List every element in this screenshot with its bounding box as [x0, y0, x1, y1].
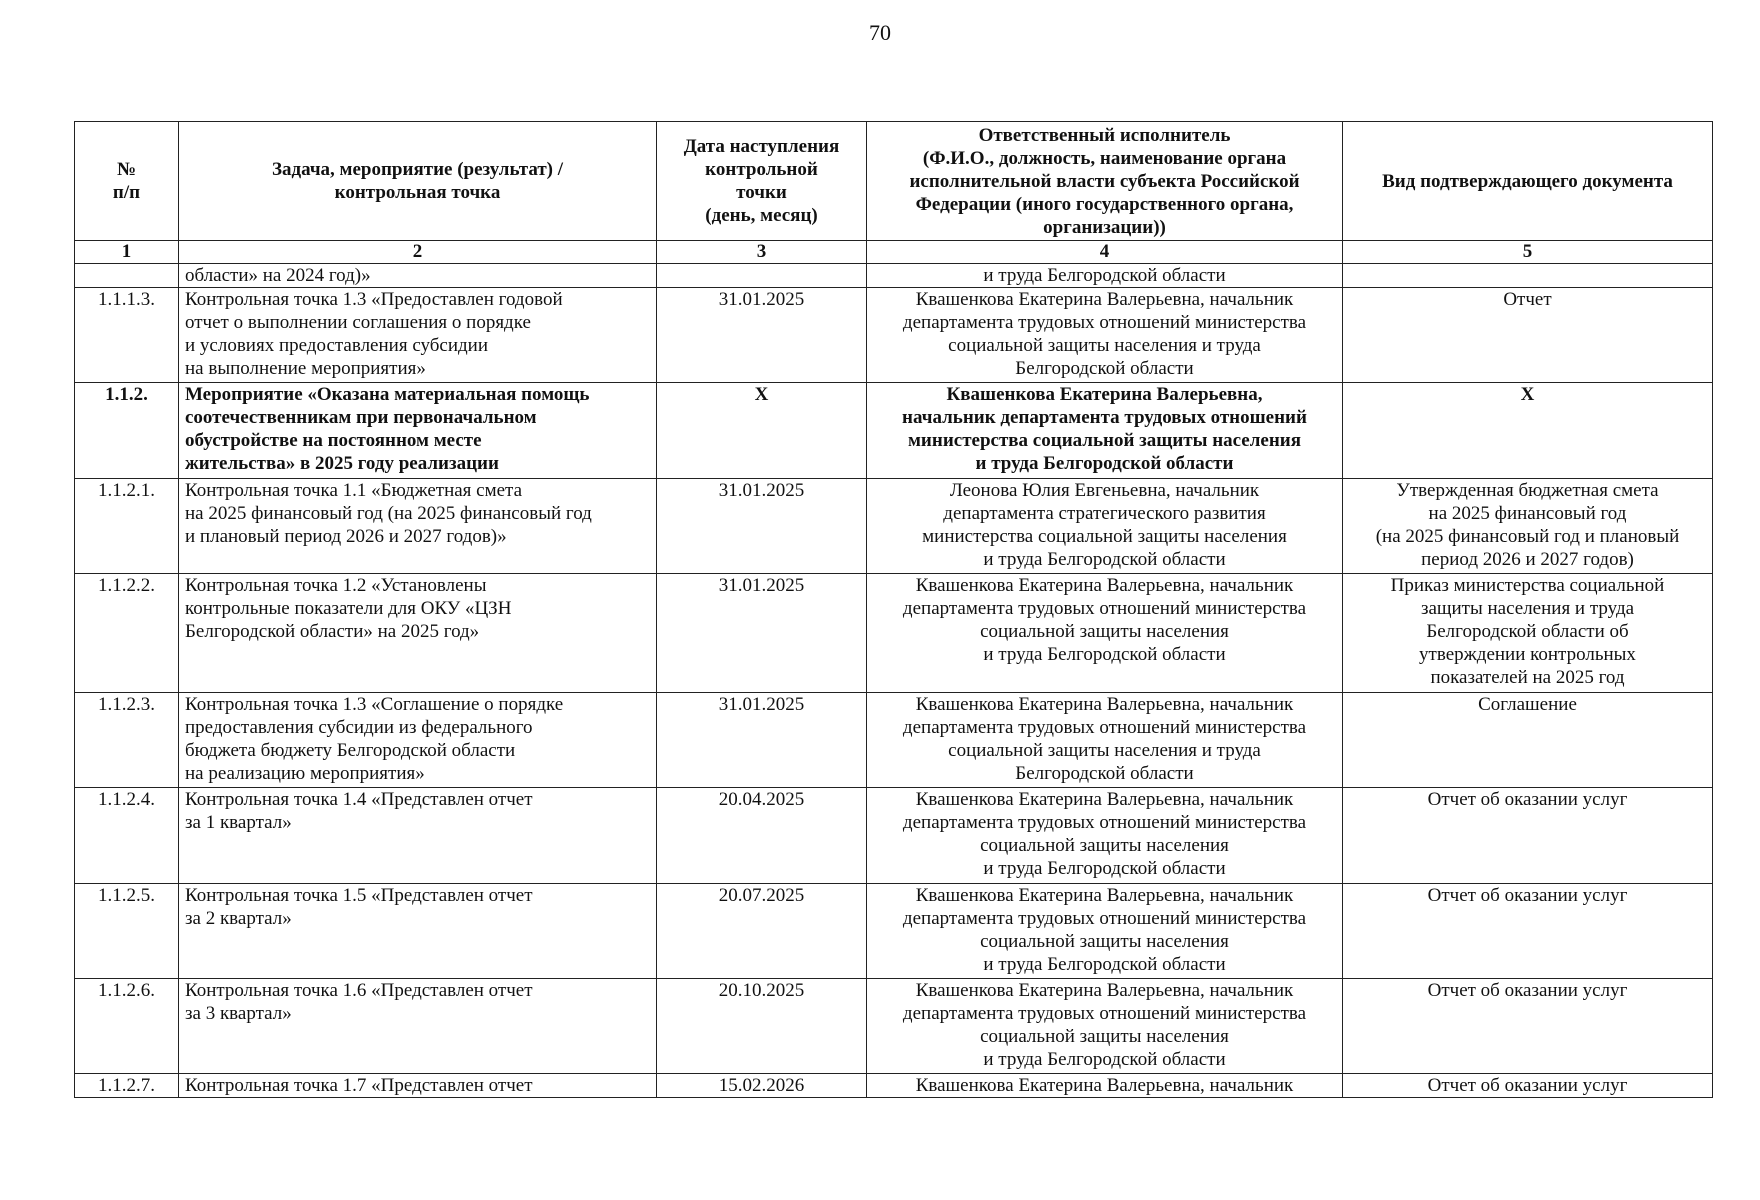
- table-row: [75, 788, 1713, 884]
- row-date: X: [657, 383, 867, 479]
- table-header-row: [75, 122, 1713, 241]
- row-num: 1.1.2.7.: [75, 1074, 179, 1098]
- row-document: Соглашение: [1343, 693, 1713, 788]
- row-responsible: Квашенкова Екатерина Валерьевна, начальник: [867, 1074, 1343, 1098]
- row-date: [657, 264, 867, 288]
- row-document: Отчет об оказании услуг: [1343, 979, 1713, 1074]
- row-task: Контрольная точка 1.6 «Представлен отчет за 3 квартал»: [179, 979, 657, 1074]
- table-row: [75, 383, 1713, 479]
- page-number: 70: [869, 20, 891, 45]
- row-task: Контрольная точка 1.1 «Бюджетная смета на 2025 финансовый год (на 2025 финансовый год и плановый период 2026 и 2027 годов)»: [179, 479, 657, 574]
- row-document: X: [1343, 383, 1713, 479]
- row-num: 1.1.2.4.: [75, 788, 179, 884]
- table-row: [75, 288, 1713, 383]
- column-number: 5: [1343, 241, 1713, 264]
- column-numbers-row: [75, 241, 1713, 264]
- table-row: [75, 264, 1713, 288]
- row-num: 1.1.2.2.: [75, 574, 179, 693]
- row-document: Приказ министерства социальной защиты населения и труда Белгородской области об утверждении контрольных показателей на 2025 год: [1343, 574, 1713, 693]
- row-task: Контрольная точка 1.3 «Предоставлен годовой отчет о выполнении соглашения о порядке и условиях предоставления субсидии на выполнение мероприятия»: [179, 288, 657, 383]
- row-document: [1343, 264, 1713, 288]
- header-document: Вид подтверждающего документа: [1343, 122, 1713, 241]
- table-row: [75, 693, 1713, 788]
- column-number: 3: [657, 241, 867, 264]
- row-task: Контрольная точка 1.3 «Соглашение о порядке предоставления субсидии из федерального бюджета бюджету Белгородской области на реализацию мероприятия»: [179, 693, 657, 788]
- header-responsible: Ответственный исполнитель (Ф.И.О., должность, наименование органа исполнительной власти субъекта Российской Федерации (иного государственного органа, организации)): [867, 122, 1343, 241]
- column-number: 4: [867, 241, 1343, 264]
- row-date: 20.07.2025: [657, 884, 867, 979]
- row-task: области» на 2024 год)»: [179, 264, 657, 288]
- table-row: [75, 979, 1713, 1074]
- row-num: 1.1.2.: [75, 383, 179, 479]
- row-document: Отчет об оказании услуг: [1343, 884, 1713, 979]
- row-num: 1.1.2.1.: [75, 479, 179, 574]
- row-document: Отчет об оказании услуг: [1343, 1074, 1713, 1098]
- row-responsible: Квашенкова Екатерина Валерьевна, начальник департамента трудовых отношений министерства социальной защиты населения и труда Белгородской области: [867, 788, 1343, 884]
- row-num: 1.1.2.3.: [75, 693, 179, 788]
- row-document: Утвержденная бюджетная смета на 2025 финансовый год (на 2025 финансовый год и плановый период 2026 и 2027 годов): [1343, 479, 1713, 574]
- row-responsible: Леонова Юлия Евгеньевна, начальник департамента стратегического развития министерства социальной защиты населения и труда Белгородской области: [867, 479, 1343, 574]
- row-task: Контрольная точка 1.5 «Представлен отчет за 2 квартал»: [179, 884, 657, 979]
- row-responsible: и труда Белгородской области: [867, 264, 1343, 288]
- row-date: 20.04.2025: [657, 788, 867, 884]
- table-row: [75, 479, 1713, 574]
- row-num: 1.1.2.6.: [75, 979, 179, 1074]
- row-date: 31.01.2025: [657, 693, 867, 788]
- header-task: Задача, мероприятие (результат) / контрольная точка: [179, 122, 657, 241]
- row-date: 31.01.2025: [657, 288, 867, 383]
- row-responsible: Квашенкова Екатерина Валерьевна, начальник департамента трудовых отношений министерства социальной защиты населения и труда Белгородской области: [867, 383, 1343, 479]
- row-document: Отчет: [1343, 288, 1713, 383]
- row-num: 1.1.1.3.: [75, 288, 179, 383]
- table-row: [75, 884, 1713, 979]
- header-date: Дата наступления контрольной точки (день, месяц): [657, 122, 867, 241]
- header-num: № п/п: [75, 122, 179, 241]
- table-row: [75, 574, 1713, 693]
- row-document: Отчет об оказании услуг: [1343, 788, 1713, 884]
- row-date: 20.10.2025: [657, 979, 867, 1074]
- row-task: Контрольная точка 1.7 «Представлен отчет: [179, 1074, 657, 1098]
- row-responsible: Квашенкова Екатерина Валерьевна, начальник департамента трудовых отношений министерства социальной защиты населения и труда Белгородской области: [867, 574, 1343, 693]
- row-num: [75, 264, 179, 288]
- table-row: [75, 1074, 1713, 1098]
- row-task: Контрольная точка 1.2 «Установлены контрольные показатели для ОКУ «ЦЗН Белгородской области» на 2025 год»: [179, 574, 657, 693]
- row-date: 31.01.2025: [657, 479, 867, 574]
- row-num: 1.1.2.5.: [75, 884, 179, 979]
- row-task: Мероприятие «Оказана материальная помощь соотечественникам при первоначальном обустройстве на постоянном месте жительства» в 2025 году реализации: [179, 383, 657, 479]
- control-points-table: [74, 121, 1713, 1098]
- row-responsible: Квашенкова Екатерина Валерьевна, начальник департамента трудовых отношений министерства социальной защиты населения и труда Белгородской области: [867, 288, 1343, 383]
- column-number: 2: [179, 241, 657, 264]
- row-responsible: Квашенкова Екатерина Валерьевна, начальник департамента трудовых отношений министерства социальной защиты населения и труда Белгородской области: [867, 693, 1343, 788]
- row-responsible: Квашенкова Екатерина Валерьевна, начальник департамента трудовых отношений министерства социальной защиты населения и труда Белгородской области: [867, 884, 1343, 979]
- row-date: 31.01.2025: [657, 574, 867, 693]
- row-date: 15.02.2026: [657, 1074, 867, 1098]
- row-responsible: Квашенкова Екатерина Валерьевна, начальник департамента трудовых отношений министерства социальной защиты населения и труда Белгородской области: [867, 979, 1343, 1074]
- row-task: Контрольная точка 1.4 «Представлен отчет за 1 квартал»: [179, 788, 657, 884]
- column-number: 1: [75, 241, 179, 264]
